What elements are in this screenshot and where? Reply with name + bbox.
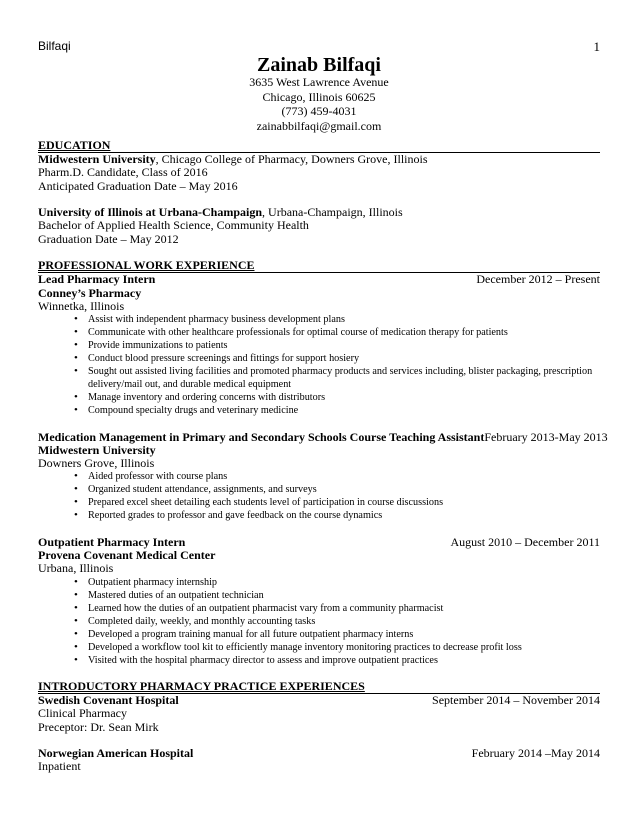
employer: Midwestern University — [38, 442, 156, 457]
section-heading-education: EDUCATION — [38, 139, 600, 153]
bullet-item: • Mastered duties of an outpatient technician — [74, 589, 600, 602]
section-heading-ippe: INTRODUCTORY PHARMACY PRACTICE EXPERIENCES — [38, 680, 600, 694]
ippe-type: Inpatient — [38, 759, 81, 774]
job-location: Urbana, Illinois — [38, 561, 114, 576]
bullet-item: • Developed a workflow tool kit to efficiently manage inventory monitoring practices to decrease profit loss — [74, 641, 600, 654]
job-bullets — [38, 576, 600, 667]
bullet-item: • Sought out assisted living facilities and promoted pharmacy products and services including, blister packaging, prescription delivery/mail out, and durable medical equipment — [74, 365, 600, 391]
job-title: Outpatient Pharmacy Intern — [38, 534, 186, 549]
bullet-item: • Manage inventory and ordering concerns with distributors — [74, 391, 600, 404]
candidate-name: Zainab Bilfaqi — [257, 54, 381, 76]
contact-block — [0, 75, 638, 133]
ippe-preceptor: Preceptor: Dr. Sean Mirk — [38, 719, 159, 734]
phone: (773) 459-4031 — [281, 104, 357, 118]
ippe-entry — [38, 747, 600, 774]
bullet-item: • Conduct blood pressure screenings and fittings for support hosiery — [74, 352, 600, 365]
graduation-date: Graduation Date – May 2012 — [38, 231, 179, 246]
job-location: Downers Grove, Illinois — [38, 456, 155, 471]
bullet-item: • Communicate with other healthcare professionals for optimal course of medication therapy for patients — [74, 326, 600, 339]
school-name: University of Illinois at Urbana-Champaign — [38, 205, 263, 220]
ippe-dates: February 2014 –May 2014 — [471, 746, 600, 761]
job-entry — [38, 429, 608, 523]
bullet-item: • Aided professor with course plans — [74, 470, 600, 483]
bullet-item: • Developed a program training manual for all future outpatient pharmacy interns — [74, 628, 600, 641]
bullet-item: • Visited with the hospital pharmacy director to assess and improve outpatient practices — [74, 654, 600, 667]
running-header-name: Bilfaqi — [38, 39, 71, 53]
bullet-item: • Reported grades to professor and gave feedback on the course dynamics — [74, 509, 600, 522]
degree: Pharm.D. Candidate, Class of 2016 — [38, 165, 208, 180]
ippe-site: Norwegian American Hospital — [38, 746, 194, 761]
city-line: Chicago, Illinois 60625 — [262, 89, 376, 104]
employer: Conney’s Pharmacy — [38, 285, 142, 300]
job-dates: August 2010 – December 2011 — [450, 534, 600, 549]
bullet-item: • Prepared excel sheet detailing each students level of participation in course discussions — [74, 496, 600, 509]
bullet-item: • Assist with independent pharmacy business development plans — [74, 313, 600, 326]
school-details: , Urbana-Champaign, Illinois — [262, 205, 403, 220]
job-dates: February 2013-May 2013 — [484, 429, 608, 444]
job-title: Lead Pharmacy Intern — [38, 272, 156, 287]
school-details: , Chicago College of Pharmacy, Downers Grove, Illinois — [155, 152, 428, 166]
ippe-site: Swedish Covenant Hospital — [38, 692, 179, 707]
section-heading-experience: PROFESSIONAL WORK EXPERIENCE — [38, 259, 600, 273]
graduation-date: Anticipated Graduation Date – May 2016 — [38, 178, 238, 193]
employer: Provena Covenant Medical Center — [38, 548, 216, 563]
school-name: Midwestern University — [38, 152, 156, 166]
bullet-item: • Compound specialty drugs and veterinary medicine — [74, 404, 600, 417]
education-entry — [38, 206, 600, 246]
bullet-item: • Organized student attendance, assignments, and surveys — [74, 483, 600, 496]
degree: Bachelor of Applied Health Science, Community Health — [38, 218, 309, 233]
bullet-item: • Learned how the duties of an outpatient pharmacist vary from a community pharmacist — [74, 602, 600, 615]
education-entry — [38, 153, 600, 193]
job-bullets — [38, 470, 600, 522]
job-title: Medication Management in Primary and Secondary Schools Course Teaching Assistant — [38, 429, 485, 444]
email: zainabbilfaqi@gmail.com — [256, 118, 382, 133]
bullet-item: • Completed daily, weekly, and monthly accounting tasks — [74, 615, 600, 628]
resume-body — [38, 138, 608, 774]
bullet-item: • Outpatient pharmacy internship — [74, 576, 600, 589]
ippe-dates: September 2014 – November 2014 — [432, 692, 600, 707]
job-dates: December 2012 – Present — [476, 272, 600, 287]
job-entry — [38, 536, 600, 667]
bullet-item: • Provide immunizations to patients — [74, 339, 600, 352]
address-line: 3635 West Lawrence Avenue — [249, 75, 389, 89]
job-bullets — [38, 313, 600, 417]
ippe-entry — [38, 694, 600, 734]
job-entry — [38, 273, 600, 417]
ippe-type: Clinical Pharmacy — [38, 706, 127, 721]
job-location: Winnetka, Illinois — [38, 298, 125, 313]
page-number: 1 — [593, 39, 600, 54]
